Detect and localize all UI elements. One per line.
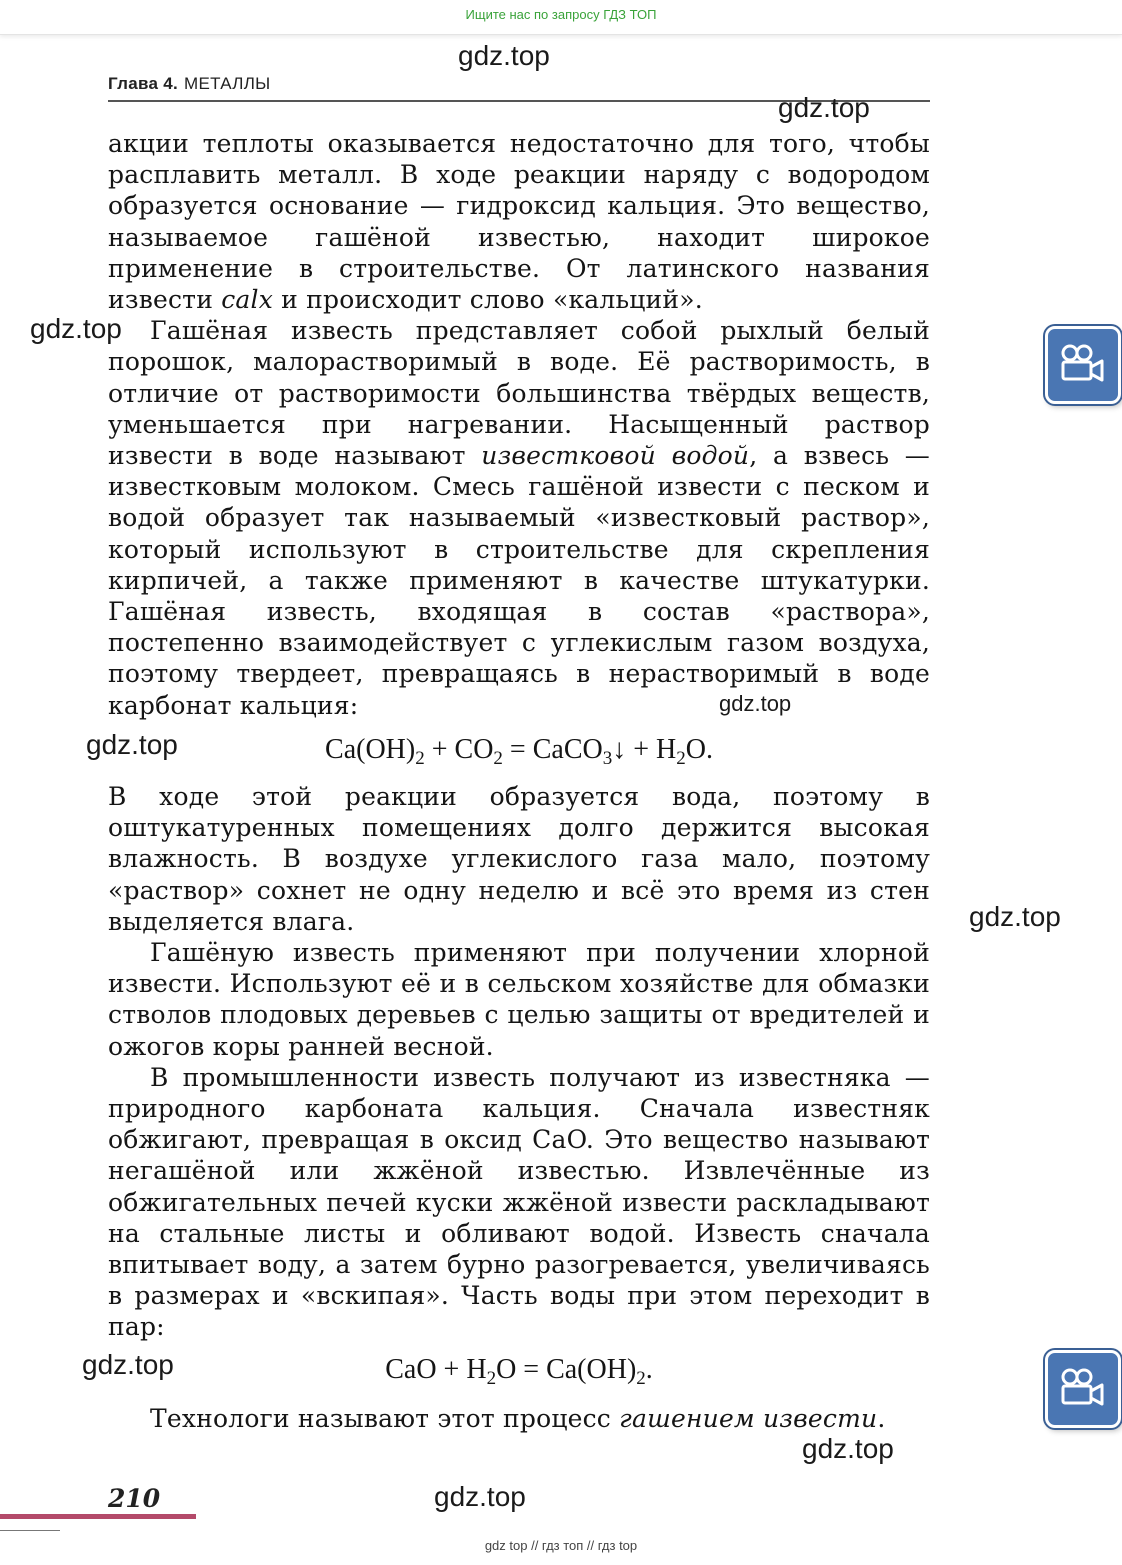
- text-block-3: [108, 1403, 930, 1434]
- watermark: gdz.top: [434, 1481, 526, 1512]
- f2-part: .: [645, 1354, 653, 1385]
- page-thin-line: [0, 1530, 60, 1531]
- text-block-1: [108, 128, 930, 721]
- paragraph-5: В промышленности известь получают из известняка — природного карбоната кальция. Сначала известняк обжигают, превращая в оксид CaO. Это вещество называют негашёной или жжёной известью. Извлечённые из обжигательных печей куски жжёной извести раскладывают на стальные листы и обливают водой. Известь сначала впитывает воду, а затем бурно разогревается, увеличиваясь в размерах и «вскипая». Часть воды при этом переходит в пар:: [108, 1062, 930, 1342]
- top-banner: Ищите нас по запросу ГДЗ ТОП: [0, 0, 1122, 35]
- footer-links: gdz top // гдз топ // гдз top: [484, 1538, 638, 1553]
- watermark: gdz.top: [778, 92, 870, 123]
- watermark: gdz.top: [86, 729, 178, 760]
- watermark: gdz.top: [802, 1433, 894, 1464]
- p2-text-end: , а взвесь — известковым молоком. Смесь гашёной извести с песком и водой образует так называемый «известковый раствор», который используют в строительстве для скрепления кирпичей, а также применяют в качестве штукатурки. Гашёная известь, входящая в состав «раствора», постепенно взаимодействует с углекислым газом воздуха, поэтому твердеет, превращаясь в нерастворимый в воде карбонат кальция:: [108, 441, 930, 720]
- f1-sub: 3: [602, 748, 613, 769]
- formula-carbonation: [108, 734, 930, 770]
- watermark: gdz.top: [969, 901, 1061, 932]
- f2-part: O = Ca(OH): [496, 1354, 637, 1385]
- p2-italic: известковой водой: [481, 441, 750, 471]
- f1-sub: 2: [493, 748, 503, 769]
- video-camera-icon: [1060, 1367, 1106, 1411]
- f1-sub: 2: [415, 748, 425, 769]
- paragraph-2: [108, 315, 930, 721]
- paragraph-1: [108, 128, 930, 315]
- f2-sub: 2: [486, 1368, 497, 1389]
- f2-sub: 2: [636, 1368, 646, 1389]
- page-accent-bar: [0, 1514, 196, 1519]
- p6-italic: гашением извести: [619, 1404, 878, 1433]
- video-camera-icon: [1060, 343, 1106, 387]
- chapter-header: [108, 74, 271, 94]
- f1-part: Ca(OH): [325, 734, 416, 765]
- f1-part: O.: [685, 734, 713, 765]
- chapter-label: Глава 4.: [108, 74, 179, 93]
- paragraph-4: Гашёную известь применяют при получении хлорной извести. Используют её и в сельском хозяйстве для обмазки стволов плодовых деревьев с целью защиты от вредителей и ожогов коры ранней весной.: [108, 938, 930, 1061]
- f2-part: CaO + H: [385, 1354, 487, 1385]
- f1-part: = CaCO: [502, 734, 603, 765]
- page-number: 210: [108, 1484, 161, 1513]
- video-button[interactable]: [1045, 1350, 1121, 1428]
- watermark: gdz.top: [30, 313, 122, 344]
- f1-part: + CO: [424, 734, 494, 765]
- paragraph-6: [108, 1403, 930, 1434]
- p1-italic: calx: [221, 285, 274, 315]
- p6-text-end: .: [877, 1404, 886, 1433]
- chapter-name: МЕТАЛЛЫ: [184, 74, 271, 93]
- f1-part: ↓ + H: [612, 734, 677, 765]
- video-button[interactable]: [1045, 326, 1121, 404]
- watermark: gdz.top: [458, 40, 550, 71]
- formula-slaking: [108, 1354, 930, 1390]
- watermark: gdz.top: [719, 691, 792, 716]
- p6-text: Технологи называют этот процесс: [150, 1404, 620, 1433]
- text-block-2: [108, 781, 930, 1343]
- f1-sub: 2: [676, 748, 686, 769]
- p1-text-end: и происходит слово «кальций».: [273, 285, 703, 315]
- paragraph-3: В ходе этой реакции образуется вода, поэтому в оштукатуренных помещениях долго держится высокая влажность. В воздухе углекислого газа мало, поэтому «раствор» сохнет не одну неделю и всё это время из стен выделяется влага.: [108, 782, 930, 936]
- p2-text: Гашёная известь представляет собой рыхлый белый порошок, малорастворимый в воде. Её растворимость, в отличие от растворимости большинства твёрдых веществ, уменьшается при нагревании. Насыщенный раствор извести в воде называют: [108, 316, 930, 471]
- watermark: gdz.top: [82, 1349, 174, 1380]
- p1-text: акции теплоты оказывается недостаточно для того, чтобы расплавить металл. В ходе реакции наряду с водородом образуется основание — гидроксид кальция. Это вещество, называемое гашёной известью, находит широкое применение в строительстве. От латинского названия извести: [108, 129, 930, 315]
